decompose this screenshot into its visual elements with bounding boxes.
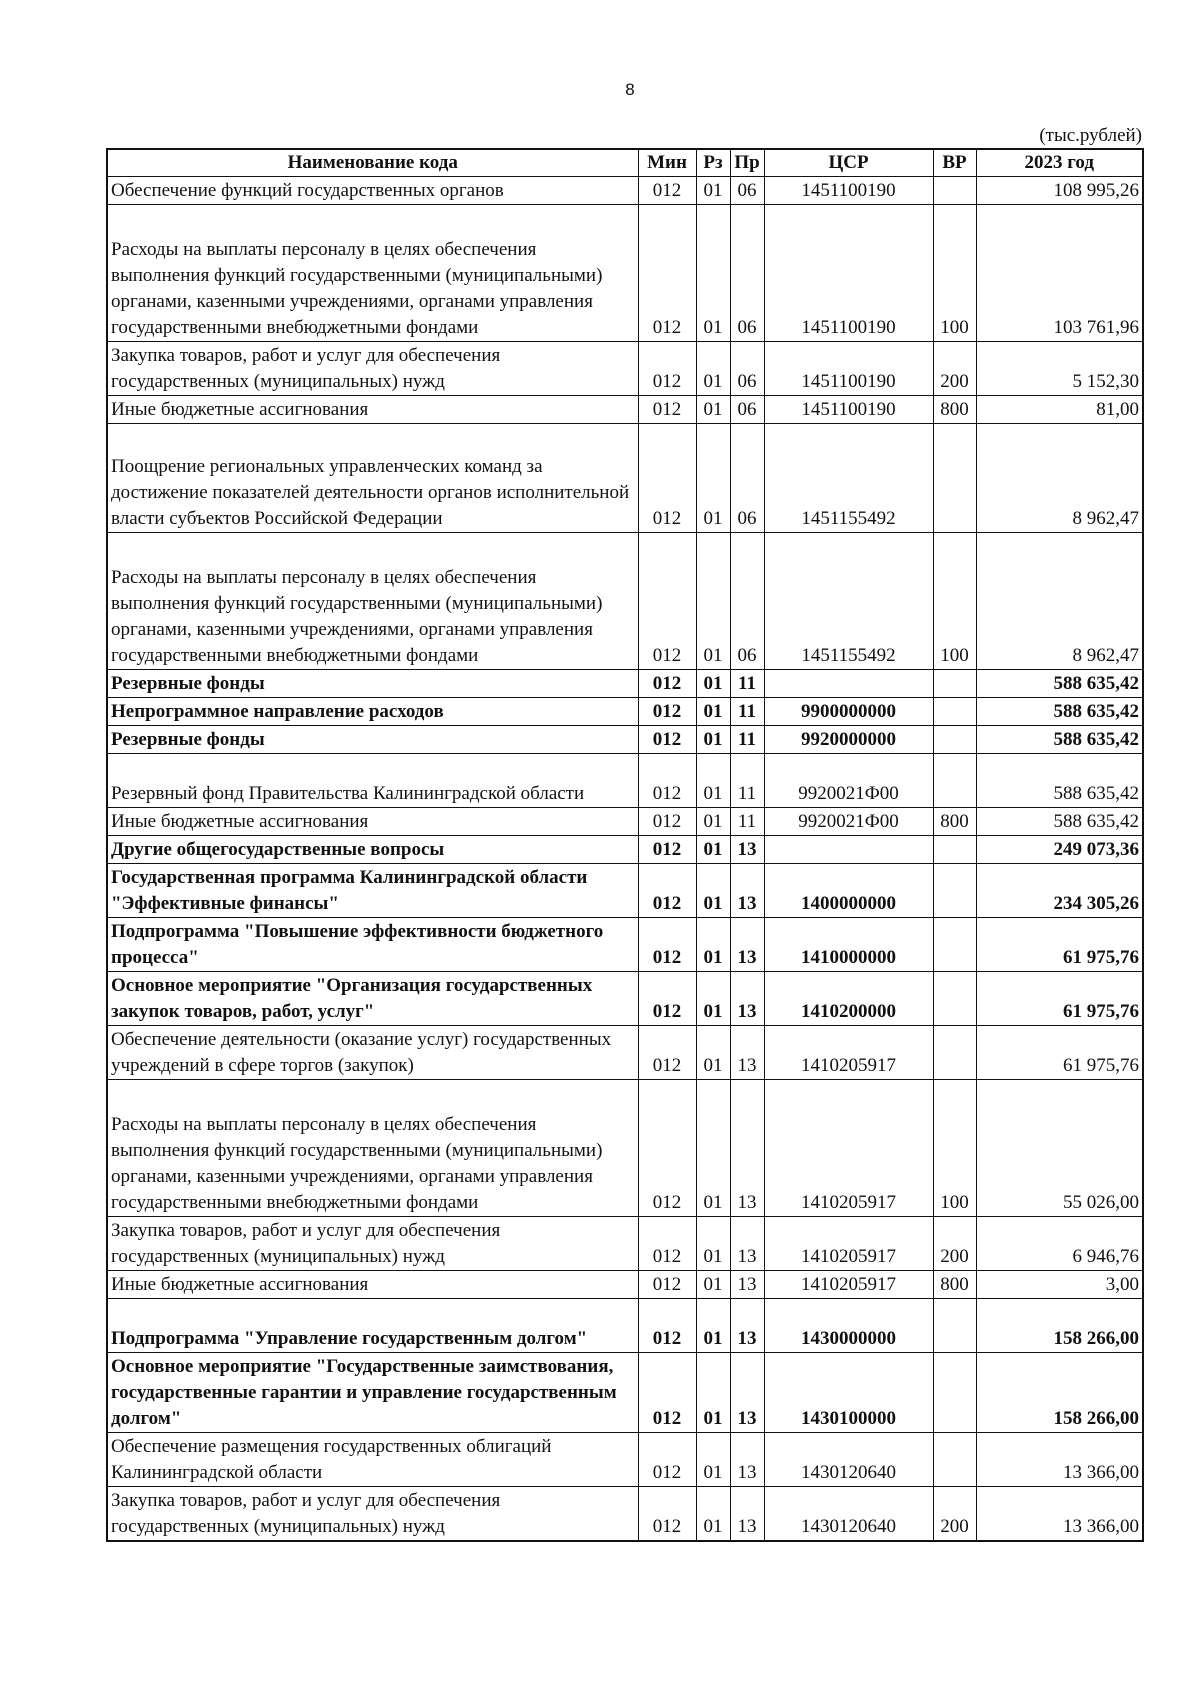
header-name: Наименование кода [107,149,638,177]
row-name: Подпрограмма "Управление государственным долгом" [107,1299,638,1353]
budget-table [106,148,1144,1542]
row-csr: 1451100190 [764,177,933,205]
row-min: 012 [638,726,696,754]
row-csr: 1451100190 [764,396,933,424]
row-name: Иные бюджетные ассигнования [107,808,638,836]
row-csr [764,670,933,698]
table-row [107,1353,1143,1433]
row-vr: 100 [933,1080,976,1217]
row-amount: 234 305,26 [976,864,1143,918]
row-amount: 108 995,26 [976,177,1143,205]
row-vr: 200 [933,1487,976,1542]
row-amount: 55 026,00 [976,1080,1143,1217]
row-rz: 01 [696,533,730,670]
row-amount: 588 635,42 [976,754,1143,808]
table-row [107,754,1143,808]
row-vr: 800 [933,396,976,424]
row-name: Иные бюджетные ассигнования [107,1271,638,1299]
row-rz: 01 [696,424,730,533]
row-pr: 13 [730,864,764,918]
row-min: 012 [638,864,696,918]
row-amount: 158 266,00 [976,1353,1143,1433]
row-amount: 588 635,42 [976,808,1143,836]
row-csr: 1410205917 [764,1217,933,1271]
row-csr: 9920000000 [764,726,933,754]
row-vr: 200 [933,1217,976,1271]
row-rz: 01 [696,1433,730,1487]
row-amount: 13 366,00 [976,1433,1143,1487]
table-row [107,1080,1143,1217]
row-name: Закупка товаров, работ и услуг для обеспечения государственных (муниципальных) нужд [107,1217,638,1271]
row-vr [933,177,976,205]
row-amount: 249 073,36 [976,836,1143,864]
row-rz: 01 [696,1080,730,1217]
row-pr: 11 [730,808,764,836]
row-min: 012 [638,1487,696,1542]
row-pr: 06 [730,342,764,396]
row-csr [764,836,933,864]
header-pr: Пр [730,149,764,177]
row-pr: 13 [730,918,764,972]
row-min: 012 [638,836,696,864]
row-name: Обеспечение деятельности (оказание услуг) государственных учреждений в сфере торгов (закупок) [107,1026,638,1080]
row-csr: 1451100190 [764,205,933,342]
row-amount: 61 975,76 [976,918,1143,972]
row-amount: 13 366,00 [976,1487,1143,1542]
row-rz: 01 [696,342,730,396]
row-rz: 01 [696,698,730,726]
row-name: Закупка товаров, работ и услуг для обеспечения государственных (муниципальных) нужд [107,342,638,396]
row-csr: 1400000000 [764,864,933,918]
row-rz: 01 [696,670,730,698]
row-csr: 1430120640 [764,1487,933,1542]
row-amount: 3,00 [976,1271,1143,1299]
row-csr: 9900000000 [764,698,933,726]
row-csr: 1410000000 [764,918,933,972]
row-pr: 13 [730,836,764,864]
row-pr: 13 [730,1487,764,1542]
row-vr [933,1353,976,1433]
row-pr: 13 [730,1217,764,1271]
row-rz: 01 [696,1271,730,1299]
row-pr: 06 [730,424,764,533]
row-vr: 100 [933,533,976,670]
row-pr: 06 [730,205,764,342]
row-name: Резервные фонды [107,726,638,754]
row-vr [933,726,976,754]
row-rz: 01 [696,177,730,205]
table-row [107,726,1143,754]
table-row [107,670,1143,698]
row-name: Государственная программа Калининградской области "Эффективные финансы" [107,864,638,918]
row-rz: 01 [696,864,730,918]
row-amount: 61 975,76 [976,1026,1143,1080]
table-row [107,533,1143,670]
row-rz: 01 [696,1487,730,1542]
table-row [107,396,1143,424]
row-name: Иные бюджетные ассигнования [107,396,638,424]
row-csr: 1430120640 [764,1433,933,1487]
row-name: Расходы на выплаты персоналу в целях обеспечения выполнения функций государственными (муниципальными) органами, казенными учреждениями, органами управления государственными внебюджетными фондами [107,1080,638,1217]
table-row [107,342,1143,396]
row-amount: 8 962,47 [976,533,1143,670]
table-header-row [107,149,1143,177]
row-vr: 800 [933,1271,976,1299]
row-csr: 1451100190 [764,342,933,396]
row-min: 012 [638,1299,696,1353]
header-rz: Рз [696,149,730,177]
row-csr: 1451155492 [764,424,933,533]
row-vr [933,1299,976,1353]
table-row [107,1026,1143,1080]
row-csr: 1410205917 [764,1026,933,1080]
row-amount: 158 266,00 [976,1299,1143,1353]
row-name: Обеспечение размещения государственных облигаций Калининградской области [107,1433,638,1487]
table-row [107,698,1143,726]
row-pr: 13 [730,1080,764,1217]
row-min: 012 [638,808,696,836]
row-rz: 01 [696,836,730,864]
row-min: 012 [638,396,696,424]
row-csr: 1451155492 [764,533,933,670]
row-rz: 01 [696,726,730,754]
row-min: 012 [638,918,696,972]
row-pr: 06 [730,533,764,670]
row-vr: 100 [933,205,976,342]
row-name: Резервные фонды [107,670,638,698]
row-rz: 01 [696,1353,730,1433]
row-min: 012 [638,1026,696,1080]
row-name: Обеспечение функций государственных органов [107,177,638,205]
row-vr [933,864,976,918]
row-amount: 588 635,42 [976,670,1143,698]
row-amount: 61 975,76 [976,972,1143,1026]
row-vr: 200 [933,342,976,396]
row-csr: 1410205917 [764,1080,933,1217]
row-pr: 06 [730,177,764,205]
row-pr: 13 [730,1433,764,1487]
units-label: (тыс.рублей) [1039,125,1142,146]
row-min: 012 [638,670,696,698]
row-min: 012 [638,1217,696,1271]
row-min: 012 [638,533,696,670]
row-name: Непрограммное направление расходов [107,698,638,726]
row-csr: 1430000000 [764,1299,933,1353]
table-row [107,1299,1143,1353]
row-csr: 9920021Ф00 [764,754,933,808]
row-pr: 11 [730,670,764,698]
row-name: Подпрограмма "Повышение эффективности бюджетного процесса" [107,918,638,972]
row-rz: 01 [696,1217,730,1271]
row-pr: 06 [730,396,764,424]
row-min: 012 [638,424,696,533]
header-min: Мин [638,149,696,177]
row-rz: 01 [696,396,730,424]
row-min: 012 [638,1353,696,1433]
row-pr: 11 [730,698,764,726]
row-min: 012 [638,177,696,205]
row-min: 012 [638,205,696,342]
table-row [107,424,1143,533]
row-min: 012 [638,698,696,726]
table-row [107,808,1143,836]
table-row [107,864,1143,918]
table-row [107,177,1143,205]
row-vr [933,918,976,972]
table-row [107,1433,1143,1487]
row-min: 012 [638,342,696,396]
row-vr [933,1433,976,1487]
row-pr: 13 [730,1299,764,1353]
row-csr: 1410200000 [764,972,933,1026]
row-vr [933,972,976,1026]
table-row [107,918,1143,972]
table-row [107,1217,1143,1271]
row-amount: 103 761,96 [976,205,1143,342]
row-pr: 13 [730,972,764,1026]
row-vr [933,754,976,808]
row-pr: 11 [730,754,764,808]
row-vr: 800 [933,808,976,836]
row-amount: 81,00 [976,396,1143,424]
row-vr [933,698,976,726]
row-pr: 11 [730,726,764,754]
table-row [107,1271,1143,1299]
row-name: Поощрение региональных управленческих команд за достижение показателей деятельности органов исполнительной власти субъектов Российской Федерации [107,424,638,533]
row-min: 012 [638,1080,696,1217]
row-pr: 13 [730,1271,764,1299]
row-name: Расходы на выплаты персоналу в целях обеспечения выполнения функций государственными (муниципальными) органами, казенными учреждениями, органами управления государственными внебюджетными фондами [107,205,638,342]
row-amount: 8 962,47 [976,424,1143,533]
table-row [107,205,1143,342]
row-amount: 588 635,42 [976,698,1143,726]
table-row [107,972,1143,1026]
row-amount: 588 635,42 [976,726,1143,754]
row-rz: 01 [696,754,730,808]
row-rz: 01 [696,808,730,836]
table-row [107,836,1143,864]
table-body [107,177,1143,1542]
row-csr: 1410205917 [764,1271,933,1299]
row-pr: 13 [730,1026,764,1080]
row-name: Основное мероприятие "Организация государственных закупок товаров, работ, услуг" [107,972,638,1026]
row-rz: 01 [696,972,730,1026]
page-number: 8 [625,80,635,99]
row-vr [933,424,976,533]
row-csr: 9920021Ф00 [764,808,933,836]
row-name: Основное мероприятие "Государственные заимствования, государственные гарантии и управление государственным долгом" [107,1353,638,1433]
row-name: Расходы на выплаты персоналу в целях обеспечения выполнения функций государственными (муниципальными) органами, казенными учреждениями, органами управления государственными внебюджетными фондами [107,533,638,670]
row-vr [933,670,976,698]
header-amount: 2023 год [976,149,1143,177]
row-amount: 5 152,30 [976,342,1143,396]
row-min: 012 [638,972,696,1026]
row-csr: 1430100000 [764,1353,933,1433]
row-rz: 01 [696,918,730,972]
row-pr: 13 [730,1353,764,1433]
row-vr [933,1026,976,1080]
row-name: Резервный фонд Правительства Калининградской области [107,754,638,808]
row-rz: 01 [696,205,730,342]
row-min: 012 [638,1271,696,1299]
header-csr: ЦСР [764,149,933,177]
row-min: 012 [638,754,696,808]
row-min: 012 [638,1433,696,1487]
table-row [107,1487,1143,1542]
row-amount: 6 946,76 [976,1217,1143,1271]
row-rz: 01 [696,1299,730,1353]
header-vr: ВР [933,149,976,177]
row-name: Закупка товаров, работ и услуг для обеспечения государственных (муниципальных) нужд [107,1487,638,1542]
row-name: Другие общегосударственные вопросы [107,836,638,864]
row-rz: 01 [696,1026,730,1080]
row-vr [933,836,976,864]
